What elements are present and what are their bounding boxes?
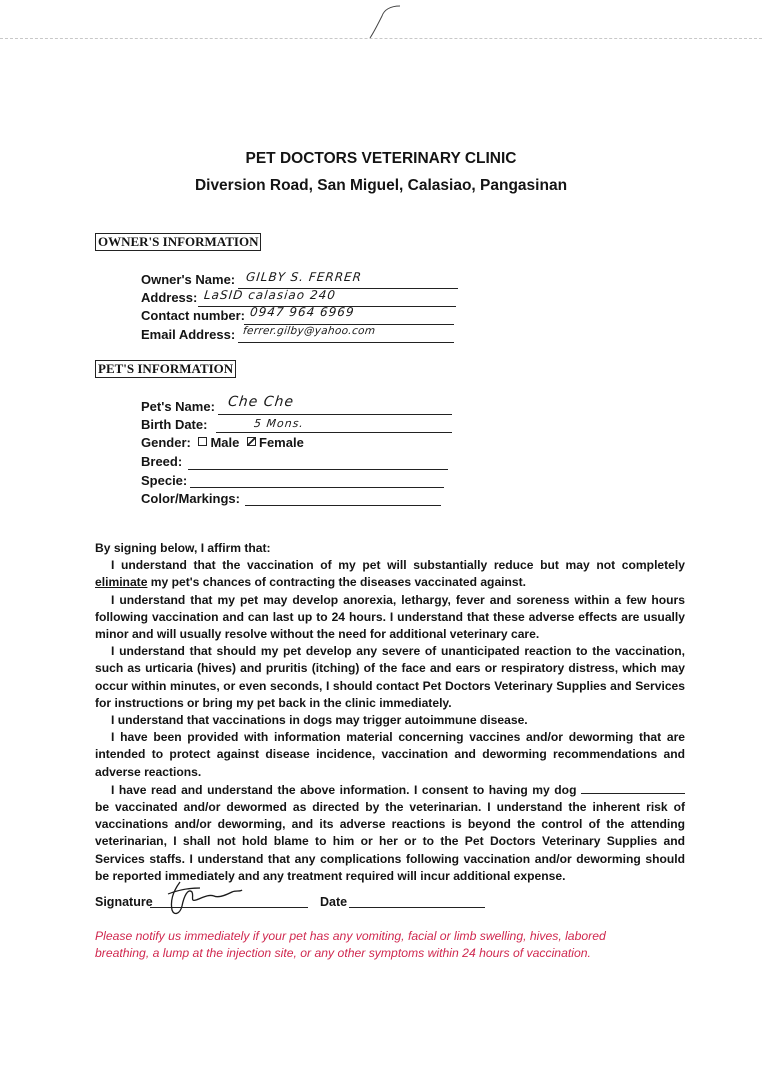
gender-label: Gender: xyxy=(141,435,191,450)
clinic-address: Diversion Road, San Miguel, Calasiao, Pangasinan xyxy=(194,177,568,194)
gender-row xyxy=(141,435,304,450)
birth-date-value[interactable]: 5 Mons. xyxy=(253,417,305,430)
consent-paragraph-4: I understand that vaccinations in dogs may trigger autoimmune disease. xyxy=(111,713,528,728)
email-value[interactable]: ferrer.gilby@yahoo.com xyxy=(242,325,376,337)
owner-name-label: Owner's Name: xyxy=(141,272,236,287)
signature-label: Signature xyxy=(95,895,153,909)
dog-name-blank[interactable] xyxy=(581,781,685,794)
pet-section-title: PET'S INFORMATION xyxy=(95,360,236,378)
signature-mark xyxy=(158,876,248,918)
email-label: Email Address: xyxy=(141,327,236,342)
consent-paragraph-3: I understand that should my pet develop any severe of unanticipated reaction to the vaccination, such as urticaria (hives) and pruritis (itching) of the face and ears or respiratory distress, which may occur within minutes, or even seconds, I should contact Pet Doctors Veterinary Supplies and Services for instructions or bring my pet back in the clinic immediately. xyxy=(95,644,685,710)
owner-section-title: OWNER'S INFORMATION xyxy=(95,233,261,251)
male-checkbox[interactable] xyxy=(198,437,207,446)
pet-name-value[interactable]: Che Che xyxy=(227,394,295,410)
consent-p1-part-a: I understand that the vaccination of my pet will substantially reduce but may not completely xyxy=(111,558,685,573)
consent-p1-underlined: eliminate xyxy=(95,575,148,590)
color-markings-line[interactable] xyxy=(245,505,441,506)
consent-p6-part-b: be vaccinated and/or dewormed as directed by the veterinarian. I understand the inherent risk of vaccinations and/or deworming, and its adverse reactions is beyond the control of the attending veterinarian, I shall not hold blame to him or her or to the Pet Doctors Veterinary Supplies and Services staffs. I understand that any complications following vaccination and/or deworming should be reported immediately and any treatment required will incur additional expense. xyxy=(95,800,685,883)
scan-pen-mark xyxy=(360,2,410,42)
contact-value[interactable]: 0947 964 6969 xyxy=(249,305,356,319)
consent-intro: By signing below, I affirm that: xyxy=(95,541,271,555)
specie-line[interactable] xyxy=(190,487,444,488)
owner-name-value[interactable]: GILBY S. FERRER xyxy=(245,270,363,284)
specie-label: Specie: xyxy=(141,473,188,488)
male-label: Male xyxy=(210,435,240,450)
consent-paragraph-6 xyxy=(95,781,685,885)
breed-label: Breed: xyxy=(141,454,183,469)
address-value[interactable]: LaSID calasiao 240 xyxy=(203,288,337,302)
email-line xyxy=(238,342,454,343)
consent-p6-part-a: I have read and understand the above information. I consent to having my dog xyxy=(111,782,581,797)
female-checkbox[interactable] xyxy=(247,437,256,446)
breed-line[interactable] xyxy=(188,469,448,470)
date-label: Date xyxy=(320,895,348,909)
female-label: Female xyxy=(259,435,304,450)
birth-date-line xyxy=(216,432,452,433)
consent-paragraph-5: I have been provided with information material concerning vaccines and/or deworming that are intended to protect against disease incidence, vaccination and deworming recommendations and adverse reactions. xyxy=(95,730,685,779)
contact-label: Contact number: xyxy=(141,308,245,323)
consent-paragraph-1 xyxy=(95,557,685,591)
pet-name-line xyxy=(218,414,452,415)
address-label: Address: xyxy=(141,290,198,305)
consent-paragraph-2: I understand that my pet may develop anorexia, lethargy, fever and soreness within a few hours following vaccination and can last up to 24 hours. I understand that these adverse effects are usually minor and will usually resolve without the need for additional veterinary care. xyxy=(95,592,685,642)
vaccination-notice: Please notify us immediately if your pet has any vomiting, facial or limb swelling, hives, labored breathing, a lump at the injection site, or any other symptoms within 24 hours of vaccination. xyxy=(95,929,606,960)
consent-text xyxy=(95,540,685,885)
date-line[interactable] xyxy=(349,907,485,908)
pet-name-label: Pet's Name: xyxy=(141,399,215,414)
consent-p1-part-b: my pet's chances of contracting the diseases vaccinated against. xyxy=(147,575,527,590)
clinic-name: PET DOCTORS VETERINARY CLINIC xyxy=(245,150,517,167)
color-markings-label: Color/Markings: xyxy=(141,491,240,506)
birth-date-label: Birth Date: xyxy=(141,417,208,432)
